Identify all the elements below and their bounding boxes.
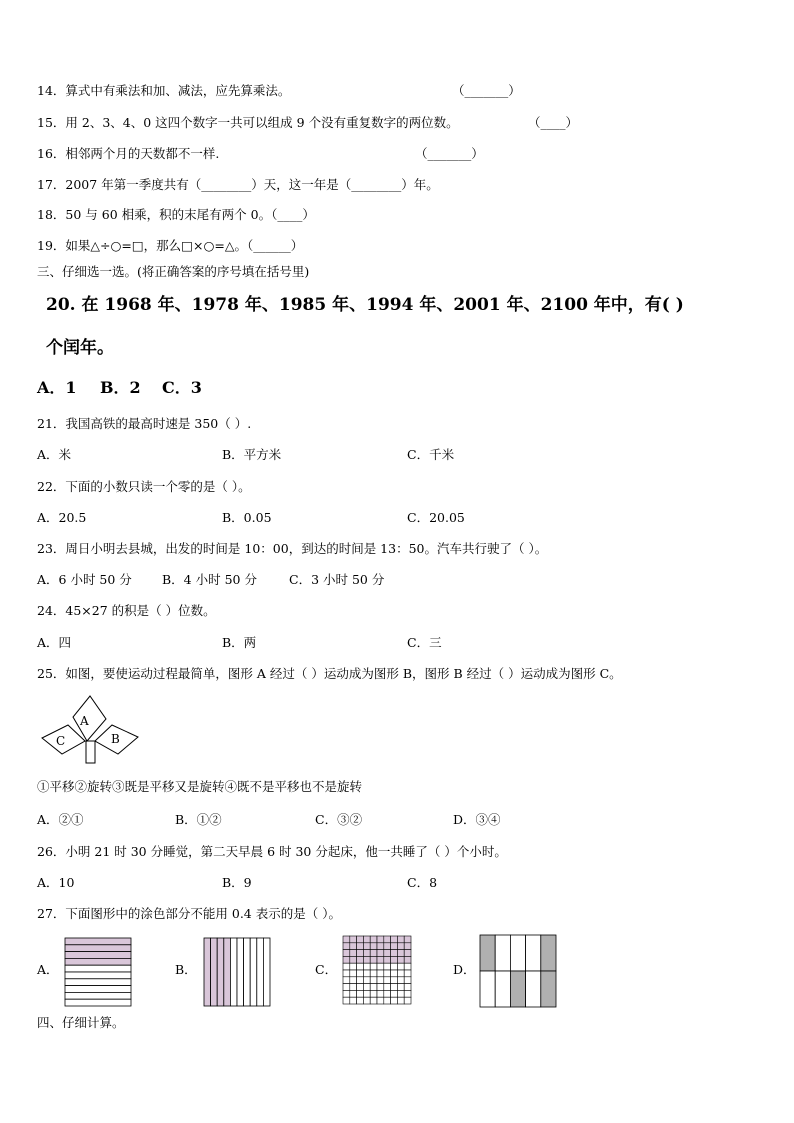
grid-cell bbox=[370, 963, 377, 970]
grid-cell bbox=[391, 936, 398, 943]
strip bbox=[257, 938, 264, 1006]
grid-cell bbox=[397, 997, 404, 1004]
label-a: A bbox=[80, 714, 89, 728]
grid-cell bbox=[384, 970, 391, 977]
q27-option-d[interactable]: D． bbox=[453, 962, 476, 977]
strip bbox=[65, 972, 131, 979]
strip bbox=[263, 938, 270, 1006]
q21-option-a[interactable]: A．米 bbox=[37, 447, 72, 462]
question-16: 16．相邻两个月的天数都不一样. bbox=[37, 146, 220, 161]
grid-cell bbox=[397, 977, 404, 984]
q23-option-c[interactable]: C．3 小时 50 分 bbox=[289, 572, 385, 587]
q27-option-c[interactable]: C． bbox=[315, 962, 338, 977]
q27-figure-c bbox=[342, 935, 412, 1005]
grid-cell bbox=[541, 935, 556, 971]
grid-cell bbox=[357, 956, 364, 963]
grid-cell bbox=[370, 950, 377, 957]
grid-cell bbox=[370, 936, 377, 943]
grid-cell bbox=[343, 956, 350, 963]
question-19: 19．如果△÷○=□，那么□×○=△。（______） bbox=[37, 238, 304, 253]
grid-cell bbox=[357, 970, 364, 977]
grid-cell bbox=[350, 990, 357, 997]
grid-cell bbox=[404, 990, 411, 997]
grid-cell bbox=[370, 977, 377, 984]
grid-cell bbox=[480, 935, 495, 971]
strip bbox=[65, 945, 131, 952]
q20-option-c[interactable]: C．3 bbox=[162, 378, 202, 397]
q25-choice-key: ①平移②旋转③既是平移又是旋转④既不是平移也不是旋转 bbox=[37, 779, 363, 794]
grid-cell bbox=[404, 970, 411, 977]
grid-cell bbox=[526, 971, 541, 1007]
grid-cell bbox=[363, 936, 370, 943]
q22-option-c[interactable]: C．20.05 bbox=[407, 510, 465, 525]
grid-cell bbox=[350, 963, 357, 970]
grid-cell bbox=[391, 950, 398, 957]
grid-cell bbox=[384, 943, 391, 950]
grid-cell bbox=[377, 977, 384, 984]
q20-option-a[interactable]: A．1 bbox=[37, 378, 77, 397]
grid-cell bbox=[357, 997, 364, 1004]
grid-cell bbox=[350, 956, 357, 963]
grid-cell bbox=[397, 956, 404, 963]
q24-option-c[interactable]: C．三 bbox=[407, 635, 442, 650]
q27-figure-d bbox=[479, 934, 557, 1008]
q23-option-b[interactable]: B．4 小时 50 分 bbox=[162, 572, 257, 587]
strip bbox=[65, 979, 131, 986]
q24-option-a[interactable]: A．四 bbox=[37, 635, 72, 650]
grid-cell bbox=[357, 977, 364, 984]
q23-option-a[interactable]: A．6 小时 50 分 bbox=[37, 572, 132, 587]
grid-cell bbox=[404, 956, 411, 963]
q27-figure-a bbox=[64, 937, 132, 1007]
question-17: 17．2007 年第一季度共有（________）天，这一年是（________）年。 bbox=[37, 177, 439, 192]
strip bbox=[65, 958, 131, 965]
grid-cell bbox=[343, 970, 350, 977]
answer-blank-14[interactable]: （_______） bbox=[452, 83, 521, 98]
grid-cell bbox=[526, 935, 541, 971]
grid-cell bbox=[397, 970, 404, 977]
strip bbox=[217, 938, 224, 1006]
label-c: C bbox=[56, 734, 66, 748]
q26-option-a[interactable]: A．10 bbox=[37, 875, 75, 890]
grid-cell bbox=[363, 950, 370, 957]
grid-cell bbox=[350, 943, 357, 950]
grid-cell bbox=[384, 963, 391, 970]
grid-cell bbox=[384, 956, 391, 963]
grid-cell bbox=[363, 990, 370, 997]
q22-option-b[interactable]: B．0.05 bbox=[222, 510, 272, 525]
grid-cell bbox=[363, 956, 370, 963]
q22-option-a[interactable]: A．20.5 bbox=[37, 510, 87, 525]
q25-option-d[interactable]: D．③④ bbox=[453, 812, 501, 827]
q25-option-a[interactable]: A．②① bbox=[37, 812, 84, 827]
grid-cell bbox=[384, 997, 391, 1004]
grid-cell bbox=[397, 943, 404, 950]
grid-cell bbox=[404, 984, 411, 991]
grid-cell bbox=[343, 936, 350, 943]
question-23: 23．周日小明去县城，出发的时间是 10：00，到达的时间是 13：50。汽车共行驶了（ ）。 bbox=[37, 541, 548, 556]
grid-cell bbox=[343, 950, 350, 957]
q25-option-b[interactable]: B．①② bbox=[175, 812, 222, 827]
strip bbox=[65, 986, 131, 993]
grid-cell bbox=[363, 970, 370, 977]
question-24: 24．45×27 的积是（ ）位数。 bbox=[37, 603, 216, 618]
grid-cell bbox=[377, 997, 384, 1004]
label-b: B bbox=[111, 732, 120, 746]
question-18: 18．50 与 60 相乘，积的末尾有两个 0。（____） bbox=[37, 207, 315, 222]
grid-cell bbox=[357, 950, 364, 957]
grid-cell bbox=[343, 943, 350, 950]
grid-cell bbox=[384, 984, 391, 991]
strip bbox=[230, 938, 237, 1006]
grid-cell bbox=[404, 997, 411, 1004]
grid-cell bbox=[370, 956, 377, 963]
question-15: 15．用 2、3、4、0 这四个数字一共可以组成 9 个没有重复数字的两位数。 bbox=[37, 115, 459, 130]
grid-cell bbox=[480, 971, 495, 1007]
answer-blank-15[interactable]: （____） bbox=[528, 115, 579, 130]
grid-cell bbox=[363, 977, 370, 984]
grid-cell bbox=[377, 956, 384, 963]
question-26: 26．小明 21 时 30 分睡觉，第二天早晨 6 时 30 分起床，他一共睡了（ ）个小时。 bbox=[37, 844, 507, 859]
grid-cell bbox=[370, 990, 377, 997]
q25-option-c[interactable]: C．③② bbox=[315, 812, 363, 827]
grid-cell bbox=[495, 935, 510, 971]
grid-cell bbox=[370, 984, 377, 991]
grid-cell bbox=[350, 936, 357, 943]
strip bbox=[224, 938, 231, 1006]
grid-cell bbox=[404, 943, 411, 950]
question-20-line2: 个闰年。 bbox=[46, 338, 114, 358]
question-25: 25．如图，要使运动过程最简单，图形 A 经过（ ）运动成为图形 B，图形 B 经过（ ）运动成为图形 C。 bbox=[37, 666, 622, 681]
grid-cell bbox=[391, 977, 398, 984]
figure-stem bbox=[86, 741, 95, 763]
question-20-line1: 20. 在 1968 年、1978 年、1985 年、1994 年、2001 年、2100 年中，有( ) bbox=[46, 295, 684, 315]
grid-cell bbox=[370, 997, 377, 1004]
grid-cell bbox=[404, 977, 411, 984]
grid-cell bbox=[377, 990, 384, 997]
grid-cell bbox=[541, 971, 556, 1007]
grid-cell bbox=[404, 963, 411, 970]
grid-cell bbox=[510, 971, 525, 1007]
grid-cell bbox=[391, 970, 398, 977]
grid-cell bbox=[397, 950, 404, 957]
q26-option-c[interactable]: C．8 bbox=[407, 875, 438, 890]
grid-cell bbox=[357, 990, 364, 997]
grid-cell bbox=[495, 971, 510, 1007]
grid-cell bbox=[350, 984, 357, 991]
grid-cell bbox=[397, 963, 404, 970]
strip bbox=[65, 952, 131, 959]
question-22: 22．下面的小数只读一个零的是（ ）。 bbox=[37, 479, 251, 494]
grid-cell bbox=[363, 963, 370, 970]
grid-cell bbox=[397, 990, 404, 997]
q20-option-b[interactable]: B．2 bbox=[100, 378, 141, 397]
question-27: 27．下面图形中的涂色部分不能用 0.4 表示的是（ ）。 bbox=[37, 906, 341, 921]
grid-cell bbox=[363, 984, 370, 991]
grid-cell bbox=[357, 936, 364, 943]
grid-cell bbox=[350, 997, 357, 1004]
grid-cell bbox=[343, 990, 350, 997]
grid-cell bbox=[391, 997, 398, 1004]
grid-cell bbox=[343, 984, 350, 991]
grid-cell bbox=[397, 936, 404, 943]
grid-cell bbox=[404, 936, 411, 943]
q21-option-b[interactable]: B．平方米 bbox=[222, 447, 282, 462]
strip bbox=[237, 938, 244, 1006]
strip bbox=[211, 938, 218, 1006]
q21-option-c[interactable]: C．千米 bbox=[407, 447, 455, 462]
grid-cell bbox=[343, 997, 350, 1004]
grid-cell bbox=[370, 943, 377, 950]
question-21: 21．我国高铁的最高时速是 350（ ）. bbox=[37, 416, 252, 431]
grid-cell bbox=[391, 956, 398, 963]
grid-cell bbox=[350, 970, 357, 977]
grid-cell bbox=[391, 943, 398, 950]
rotation-figure bbox=[40, 695, 140, 767]
q27-option-a[interactable]: A． bbox=[37, 962, 59, 977]
grid-cell bbox=[343, 963, 350, 970]
grid-cell bbox=[384, 977, 391, 984]
grid-cell bbox=[384, 936, 391, 943]
q24-option-b[interactable]: B．两 bbox=[222, 635, 257, 650]
grid-cell bbox=[397, 984, 404, 991]
grid-cell bbox=[391, 984, 398, 991]
grid-cell bbox=[377, 950, 384, 957]
strip bbox=[250, 938, 257, 1006]
grid-cell bbox=[377, 963, 384, 970]
q26-option-b[interactable]: B．9 bbox=[222, 875, 252, 890]
q27-option-b[interactable]: B． bbox=[175, 962, 197, 977]
grid-cell bbox=[377, 936, 384, 943]
section-3-heading: 三、仔细选一选。(将正确答案的序号填在括号里) bbox=[37, 264, 310, 279]
grid-cell bbox=[357, 963, 364, 970]
grid-cell bbox=[343, 977, 350, 984]
grid-cell bbox=[370, 970, 377, 977]
grid-cell bbox=[363, 943, 370, 950]
grid-cell bbox=[363, 997, 370, 1004]
grid-cell bbox=[357, 943, 364, 950]
q27-figure-b bbox=[203, 937, 271, 1007]
grid-cell bbox=[350, 950, 357, 957]
grid-cell bbox=[357, 984, 364, 991]
grid-cell bbox=[391, 990, 398, 997]
strip bbox=[65, 999, 131, 1006]
grid-cell bbox=[377, 984, 384, 991]
grid-cell bbox=[404, 950, 411, 957]
strip bbox=[65, 938, 131, 945]
grid-cell bbox=[384, 990, 391, 997]
grid-cell bbox=[510, 935, 525, 971]
strip bbox=[65, 965, 131, 972]
grid-cell bbox=[377, 970, 384, 977]
strip bbox=[244, 938, 251, 1006]
question-14: 14．算式中有乘法和加、减法，应先算乘法。 bbox=[37, 83, 291, 98]
strip bbox=[204, 938, 211, 1006]
grid-cell bbox=[377, 943, 384, 950]
grid-cell bbox=[350, 977, 357, 984]
grid-cell bbox=[384, 950, 391, 957]
grid-cell bbox=[391, 963, 398, 970]
section-4-heading: 四、仔细计算。 bbox=[37, 1015, 125, 1030]
strip bbox=[65, 992, 131, 999]
answer-blank-16[interactable]: （_______） bbox=[415, 146, 484, 161]
